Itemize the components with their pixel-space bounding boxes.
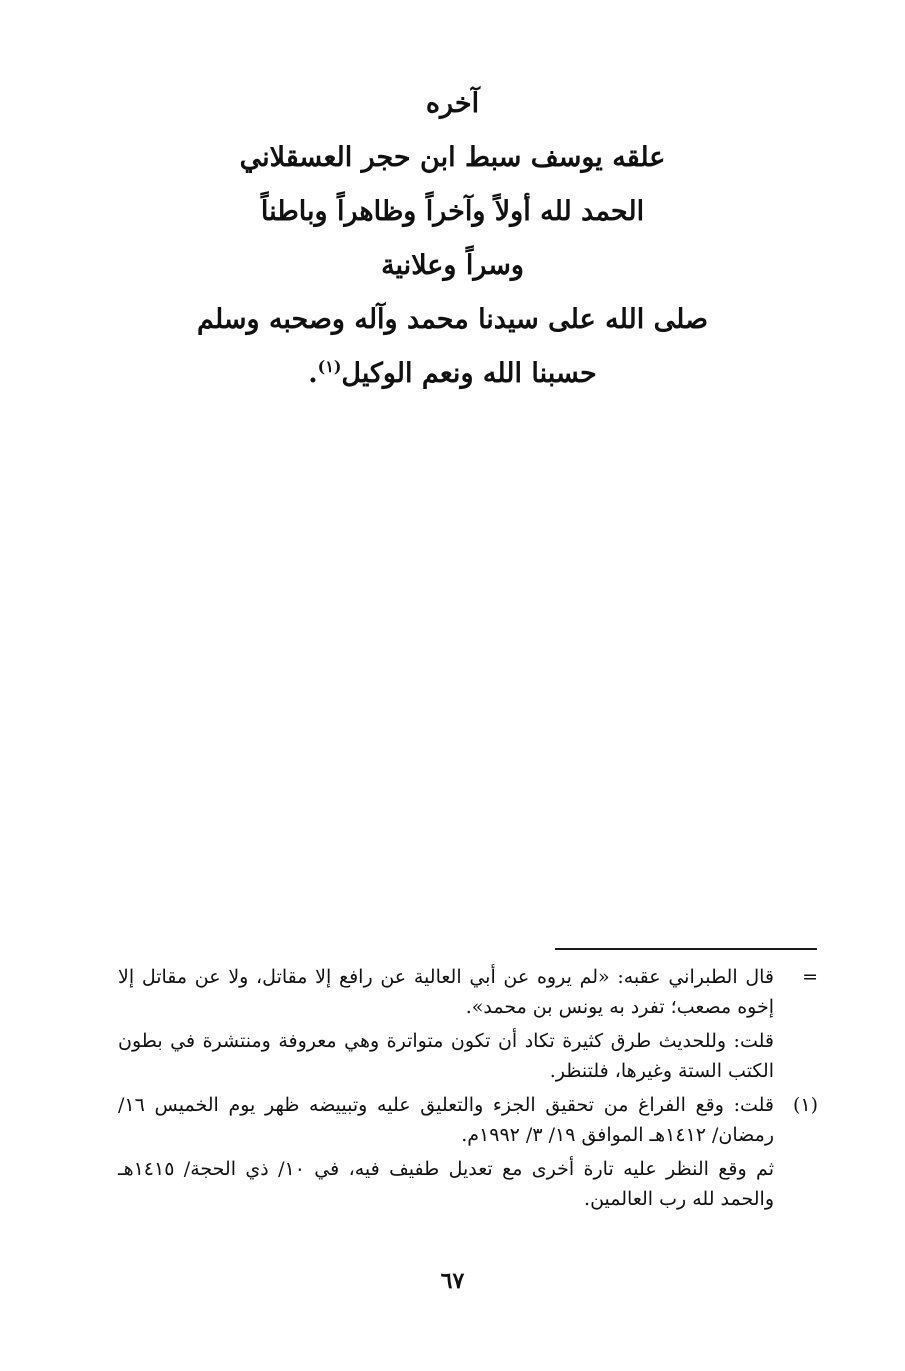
continuation-marker: =: [802, 966, 818, 988]
main-line-2: علقه يوسف سبط ابن حجر العسقلاني: [239, 142, 666, 173]
footnote-1-marker: (١): [792, 1094, 818, 1116]
main-line-5: صلى الله على سيدنا محمد وآله وصحبه وسلم: [196, 304, 709, 335]
main-line-6-period: .: [308, 358, 318, 389]
footnote-paragraph: قلت: وللحديث طرق كثيرة تكاد أن تكون متواترة وهي معروفة ومنتشرة في بطون الكتب الستة وغيرها، فلتنظر.: [118, 1030, 774, 1082]
footnote-continuation: [118, 962, 818, 1086]
main-line-3: الحمد لله أولاً وآخراً وظاهراً وباطناً: [260, 196, 645, 227]
footnotes: [118, 962, 818, 1218]
footnote-1: [118, 1090, 818, 1214]
main-line-6-text: حسبنا الله ونعم الوكيل: [341, 358, 597, 389]
footnote-reference-1: (١): [317, 357, 342, 376]
main-line-4: وسراً وعلانية: [381, 250, 524, 281]
main-line-1: آخره: [425, 88, 480, 119]
footnote-paragraph: قلت: وقع الفراغ من تحقيق الجزء والتعليق عليه وتبييضه ظهر يوم الخميس ١٦/ رمضان/ ١٤١٢هـ الموافق ١٩/ ٣/ ١٩٩٢م.: [118, 1094, 774, 1146]
footnote-paragraph: ثم وقع النظر عليه تارة أخرى مع تعديل طفيف فيه، في ١٠/ ذي الحجة/ ١٤١٥هـ والحمد لله رب العالمين.: [118, 1158, 774, 1210]
main-line-6: [0, 356, 905, 392]
footnote-paragraph: قال الطبراني عقبه: «لم يروه عن أبي العالية عن رافع إلا مقاتل، ولا عن مقاتل إلا إخوه مصعب؛ تفرد به يونس بن محمد».: [118, 966, 774, 1018]
page-number: ٦٧: [440, 1268, 465, 1294]
footnote-separator: [555, 948, 817, 950]
